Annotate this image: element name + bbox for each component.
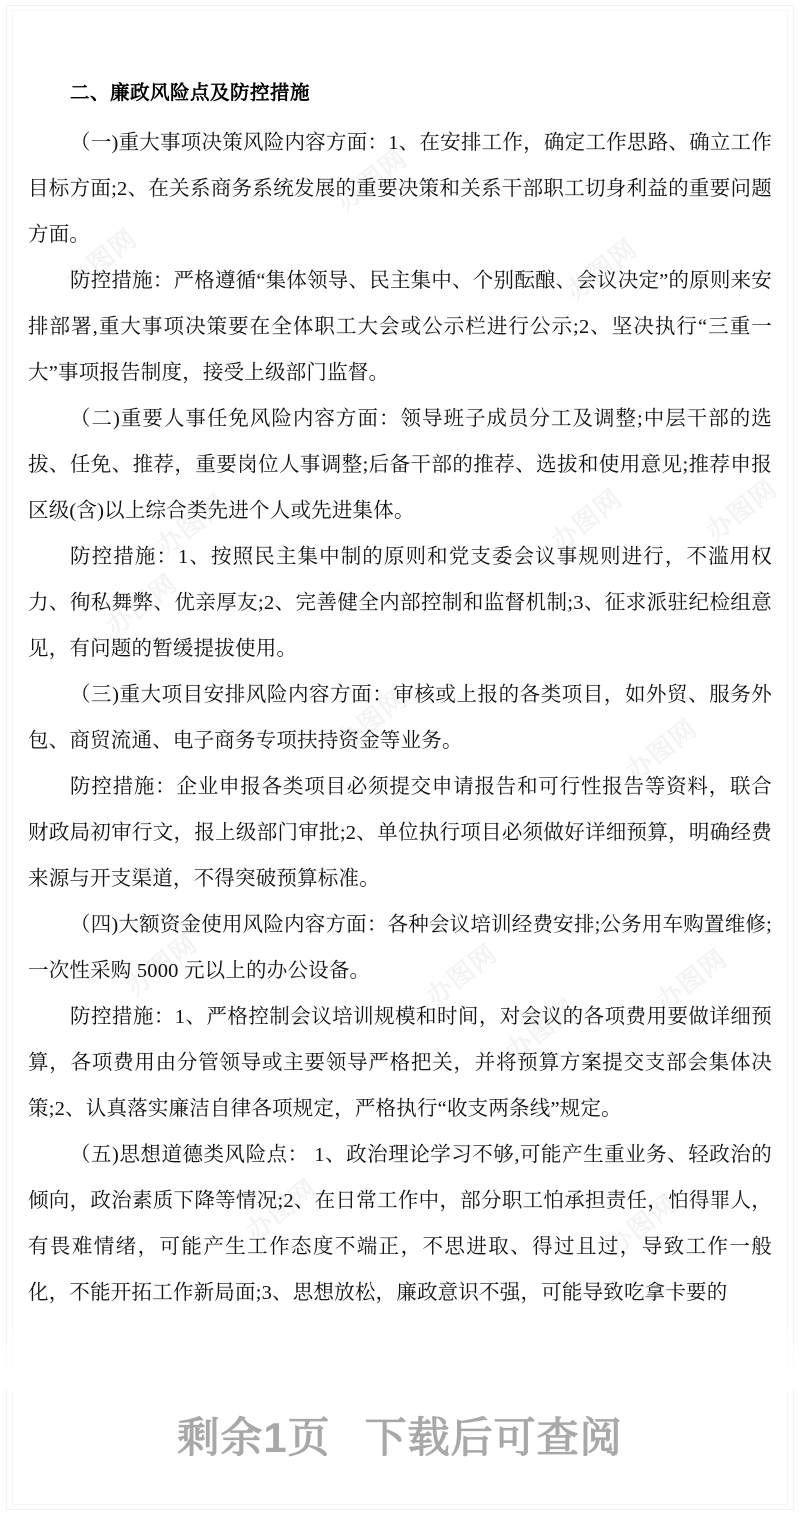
paragraph-risk-3-content: （三)重大项目安排风险内容方面：审核或上报的各类项目，如外贸、服务外包、商贸流通、电子商务专项扶持资金等业务。 bbox=[28, 684, 772, 752]
paragraph-risk-5-content: （五)思想道德类风险点： 1、政治理论学习不够,可能产生重业务、轻政治的倾向，政治素质下降等情况;2、在日常工作中，部分职工怕承担责任，怕得罪人，有畏难情绪，可能产生工作态度不端正，不思进取、得过且过，导致工作一般化，不能开拓工作新局面;3、思想放松，廉政意识不强，可能导致吃拿卡要的 bbox=[28, 1144, 772, 1304]
paragraph-measure-2: 防控措施：1、按照民主集中制的原则和党支委会议事规则进行，不滥用权力、徇私舞弊、优亲厚友;2、完善健全内部控制和监督机制;3、征求派驻纪检组意见，有问题的暂缓提拔使用。 bbox=[28, 546, 772, 660]
paragraph-measure-4: 防控措施：1、严格控制会议培训规模和时间，对会议的各项费用要做详细预算，各项费用由分管领导或主要领导严格把关，并将预算方案提交支部会集体决策;2、认真落实廉洁自律各项规定，严格执行“收支两条线”规定。 bbox=[28, 1006, 772, 1120]
paragraph-risk-4-content: （四)大额资金使用风险内容方面：各种会议培训经费安排;公务用车购置维修;一次性采购 5000 元以上的办公设备。 bbox=[28, 914, 772, 982]
paragraph-measure-1: 防控措施：严格遵循“集体领导、民主集中、个别酝酿、会议决定”的原则来安排部署,重大事项决策要在全体职工大会或公示栏进行公示;2、坚决执行“三重一大”事项报告制度，接受上级部门监督。 bbox=[28, 270, 772, 384]
top-spacer bbox=[28, 0, 772, 72]
paragraph-measure-3: 防控措施：企业申报各类项目必须提交申请报告和可行性报告等资料，联合财政局初审行文，报上级部门审批;2、单位执行项目必须做好详细预算，明确经费来源与开支渠道，不得突破预算标准。 bbox=[28, 776, 772, 890]
section-heading: 二、廉政风险点及防控措施 bbox=[70, 82, 311, 104]
paragraph-risk-2-content: （二)重要人事任免风险内容方面：领导班子成员分工及调整;中层干部的选拔、任免、推荐，重要岗位人事调整;后备干部的推荐、选拔和使用意见;推荐申报区级(含)以上综合类先进个人或先进集体。 bbox=[28, 408, 772, 522]
paragraph-risk-1-content: （一)重大事项决策风险内容方面：1、在安排工作，确定工作思路、确立工作目标方面;2、在关系商务系统发展的重要决策和关系干部职工切身利益的重要问题方面。 bbox=[28, 132, 772, 246]
paragraph-stack bbox=[28, 118, 772, 1316]
download-hint-label: 下载后可查阅 bbox=[364, 1414, 623, 1461]
download-cta[interactable] bbox=[0, 1405, 800, 1465]
content-fade-mask bbox=[0, 1330, 800, 1390]
remaining-pages-label: 剩余1页 bbox=[177, 1414, 331, 1461]
